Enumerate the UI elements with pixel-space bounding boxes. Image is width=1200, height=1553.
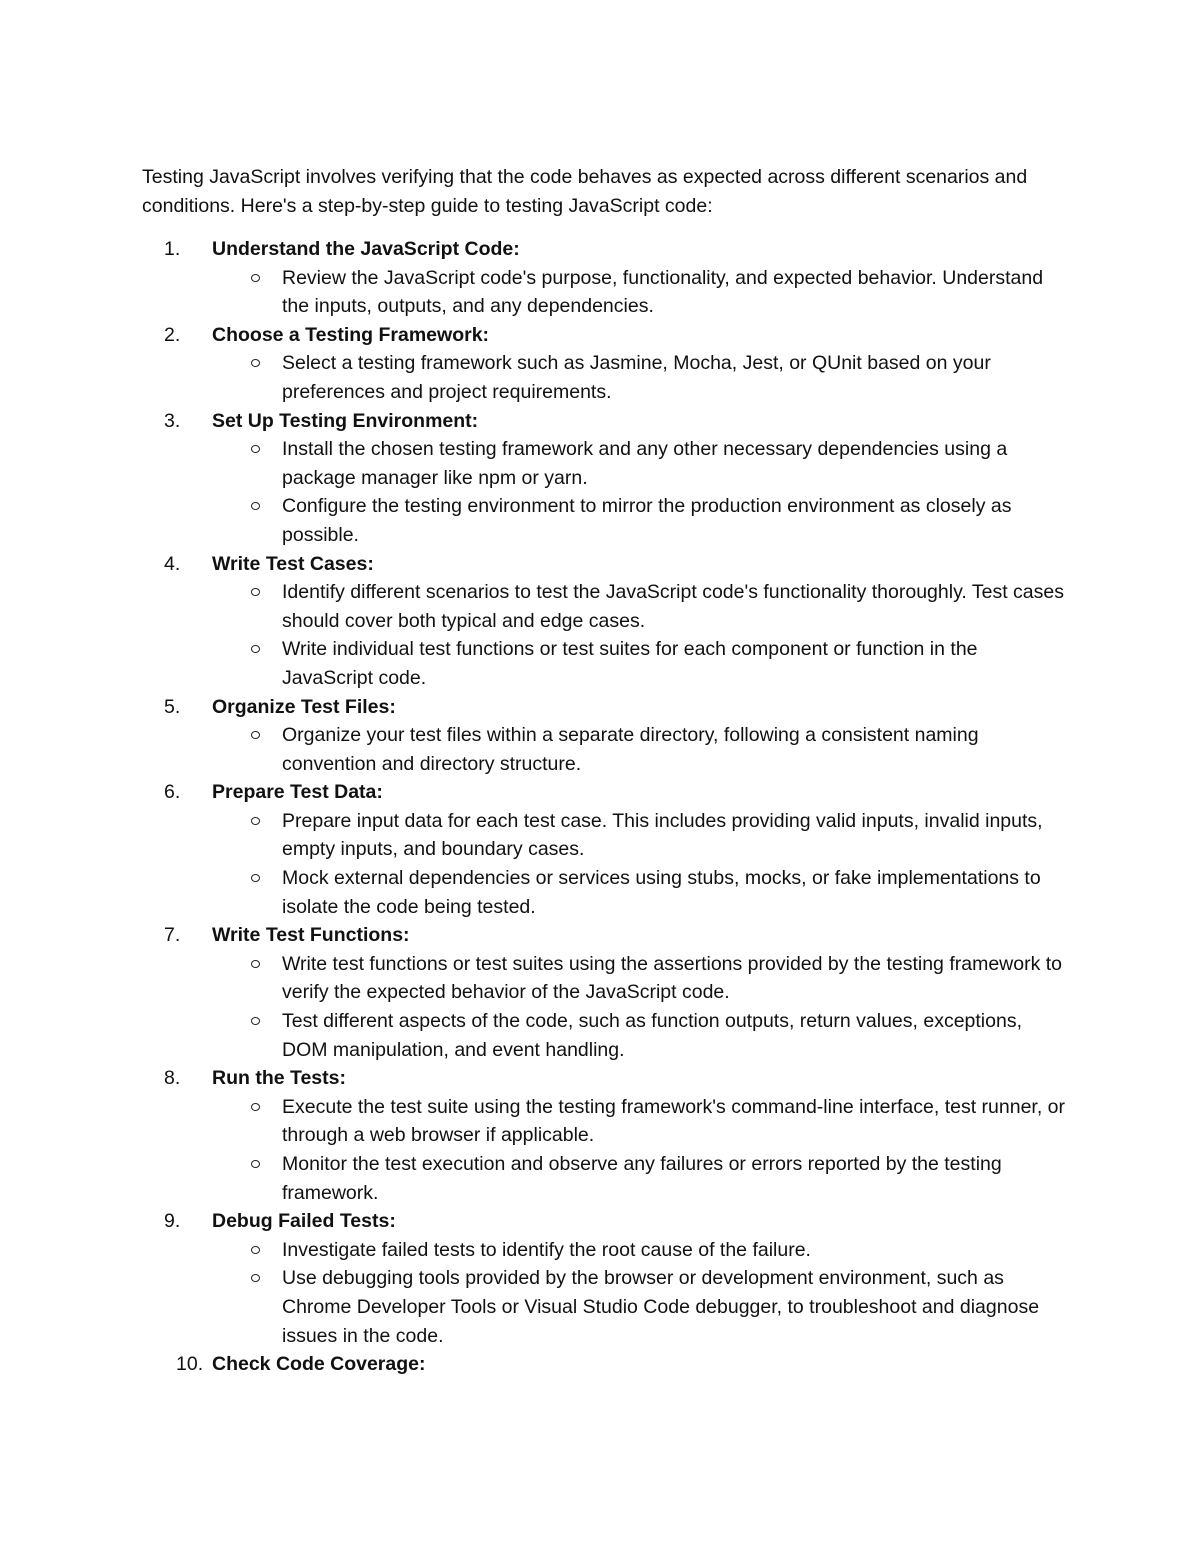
- sub-list: [212, 264, 1072, 321]
- step-number: 5.: [164, 695, 181, 718]
- hollow-circle-bullet-icon: [251, 817, 260, 825]
- step-item: [142, 693, 1072, 779]
- step-title: Prepare Test Data:: [212, 781, 383, 804]
- sub-item-text: Configure the testing environment to mirror the production environment as closely as possible.: [282, 495, 1012, 546]
- hollow-circle-bullet-icon: [251, 874, 260, 882]
- step-title: Choose a Testing Framework:: [212, 323, 490, 346]
- step-title: Write Test Functions:: [212, 924, 410, 947]
- step-title: Set Up Testing Environment:: [212, 409, 479, 432]
- sub-item-text: Test different aspects of the code, such as function outputs, return values, exceptions, DOM manipulation, and event handling.: [282, 1010, 1022, 1061]
- step-item: [142, 407, 1072, 550]
- sub-list: [212, 349, 1072, 406]
- step-item: [142, 550, 1072, 693]
- step-item: [142, 921, 1072, 1064]
- hollow-circle-bullet-icon: [251, 1017, 260, 1025]
- sub-item-text: Write individual test functions or test suites for each component or function in the JavaScript code.: [282, 638, 978, 689]
- sub-item-text: Organize your test files within a separate directory, following a consistent naming convention and directory structure.: [282, 724, 979, 775]
- sub-item: [212, 435, 1072, 492]
- step-item: [142, 321, 1072, 407]
- sub-item: [212, 864, 1072, 921]
- step-number: 2.: [164, 323, 181, 346]
- sub-item: [212, 264, 1072, 321]
- sub-list: [212, 435, 1072, 549]
- sub-item-text: Execute the test suite using the testing framework's command-line interface, test runner, or through a web browser if applicable.: [282, 1095, 1066, 1147]
- hollow-circle-bullet-icon: [251, 1246, 260, 1254]
- sub-item: [212, 721, 1072, 778]
- sub-item: [212, 349, 1072, 406]
- hollow-circle-bullet-icon: [251, 731, 260, 739]
- sub-item-text: Identify different scenarios to test the JavaScript code's functionality thoroughly. Test cases should cover both typical and edge cases.: [282, 581, 1064, 632]
- document-page: [142, 163, 1072, 1379]
- step-item: [142, 1350, 1072, 1379]
- sub-item: [212, 1150, 1072, 1207]
- step-title: Run the Tests:: [212, 1067, 346, 1090]
- sub-item: [212, 635, 1072, 692]
- sub-list: [212, 578, 1072, 692]
- step-item: [142, 235, 1072, 321]
- hollow-circle-bullet-icon: [251, 359, 260, 367]
- sub-item-text: Mock external dependencies or services using stubs, mocks, or fake implementations to isolate the code being tested.: [282, 867, 1041, 918]
- step-number: 4.: [164, 552, 181, 575]
- step-number: 7.: [164, 924, 181, 947]
- sub-item-text: Use debugging tools provided by the browser or development environment, such as Chrome Developer Tools or Visual Studio Code debugger, to troubleshoot and diagnose issues in the code.: [282, 1267, 1040, 1347]
- sub-item: [212, 1264, 1072, 1350]
- sub-item-text: Investigate failed tests to identify the root cause of the failure.: [282, 1238, 811, 1261]
- step-item: [142, 1207, 1072, 1350]
- sub-list: [212, 950, 1072, 1064]
- sub-item-text: Monitor the test execution and observe any failures or errors reported by the testing framework.: [282, 1153, 1002, 1204]
- hollow-circle-bullet-icon: [251, 502, 260, 510]
- step-title: Organize Test Files:: [212, 695, 396, 718]
- sub-item: [212, 578, 1072, 635]
- step-number: 9.: [164, 1210, 181, 1233]
- hollow-circle-bullet-icon: [251, 645, 260, 653]
- sub-item-text: Select a testing framework such as Jasmine, Mocha, Jest, or QUnit based on your preferences and project requirements.: [282, 352, 991, 403]
- step-number: 10.: [176, 1353, 204, 1376]
- sub-item: [212, 1093, 1072, 1150]
- step-number: 6.: [164, 781, 181, 804]
- hollow-circle-bullet-icon: [251, 1103, 260, 1111]
- step-item: [142, 1064, 1072, 1207]
- step-title: Write Test Cases:: [212, 552, 374, 575]
- step-title: Understand the JavaScript Code:: [212, 238, 520, 260]
- hollow-circle-bullet-icon: [251, 1274, 260, 1282]
- hollow-circle-bullet-icon: [251, 588, 260, 596]
- sub-item-text: Prepare input data for each test case. This includes providing valid inputs, invalid inputs, empty inputs, and boundary cases.: [282, 809, 1043, 861]
- intro-paragraph: Testing JavaScript involves verifying that the code behaves as expected across different scenarios and conditions. Here's a step-by-step guide to testing JavaScript code:: [142, 166, 1028, 217]
- sub-item: [212, 950, 1072, 1007]
- sub-list: [212, 1093, 1072, 1207]
- step-number: 1.: [164, 238, 181, 260]
- sub-item: [212, 807, 1072, 864]
- sub-list: [212, 721, 1072, 778]
- sub-item: [212, 1236, 1072, 1265]
- sub-item: [212, 492, 1072, 549]
- sub-item: [212, 1007, 1072, 1064]
- sub-item-text: Write test functions or test suites using the assertions provided by the testing framework to verify the expected behavior of the JavaScript code.: [282, 952, 1063, 1004]
- hollow-circle-bullet-icon: [251, 960, 260, 968]
- step-item: [142, 778, 1072, 921]
- step-title: Check Code Coverage:: [212, 1353, 426, 1376]
- sub-item-text: Review the JavaScript code's purpose, functionality, and expected behavior. Understand the inputs, outputs, and any dependencies.: [282, 266, 1044, 318]
- steps-list: [142, 235, 1072, 1379]
- hollow-circle-bullet-icon: [251, 445, 260, 453]
- sub-item-text: Install the chosen testing framework and any other necessary dependencies using a package manager like npm or yarn.: [282, 438, 1008, 489]
- hollow-circle-bullet-icon: [251, 274, 260, 282]
- step-number: 8.: [164, 1067, 181, 1090]
- hollow-circle-bullet-icon: [251, 1160, 260, 1168]
- step-title: Debug Failed Tests:: [212, 1210, 396, 1233]
- step-number: 3.: [164, 409, 181, 432]
- sub-list: [212, 807, 1072, 921]
- sub-list: [212, 1236, 1072, 1350]
